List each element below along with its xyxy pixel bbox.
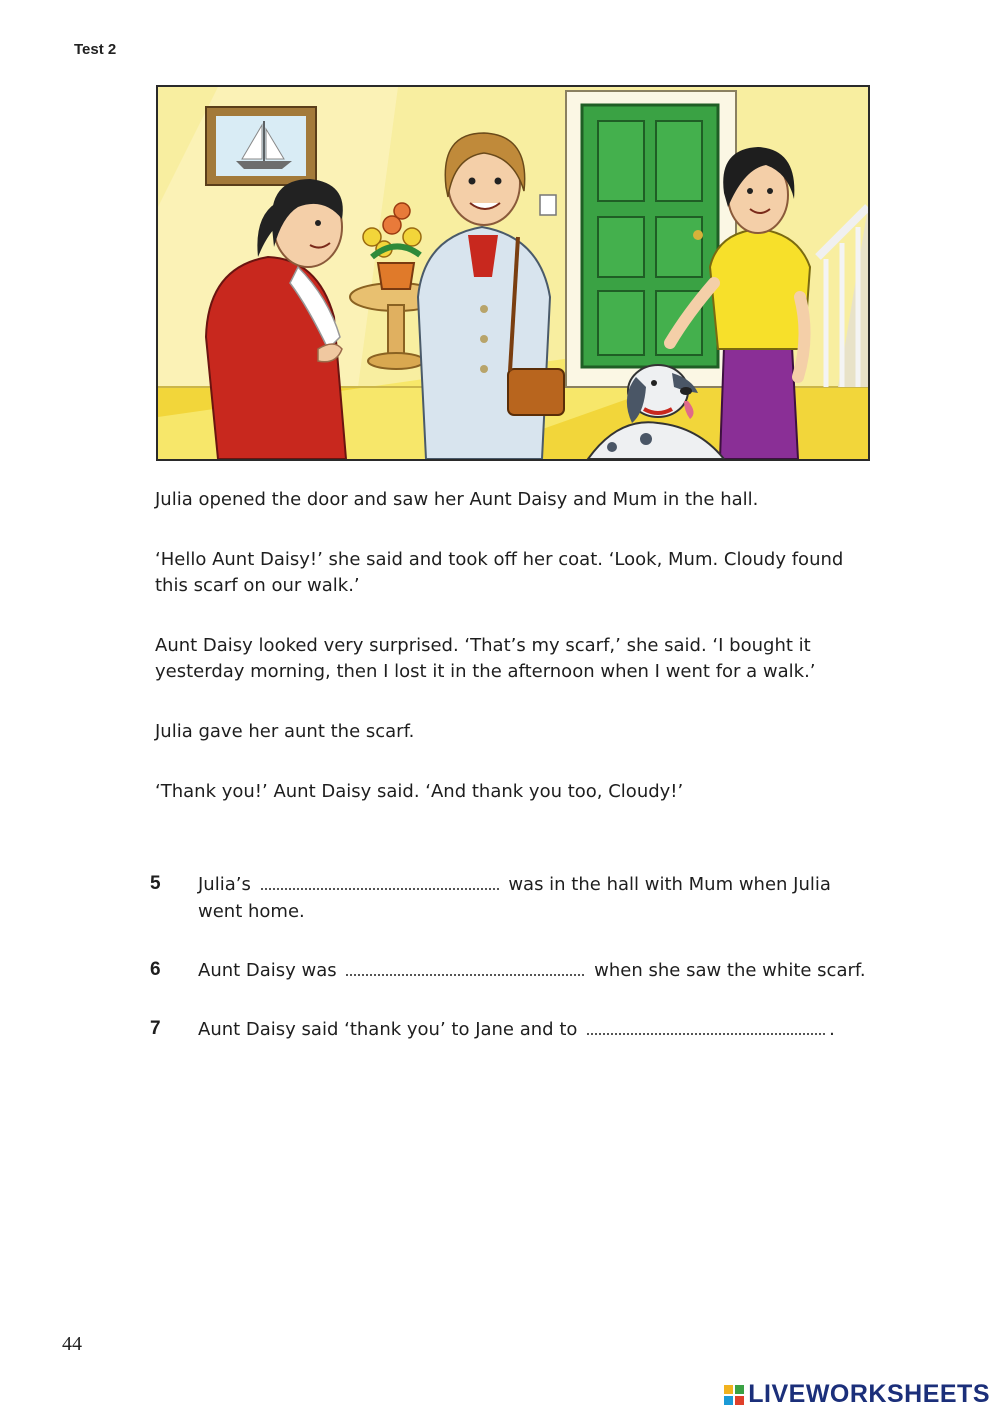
question-number: 7 [150,1018,161,1039]
question-text-after: when she saw the white scarf. [594,960,866,981]
question-number: 6 [150,959,161,980]
question-number: 5 [150,873,161,894]
watermark-text: LIVEWORKSHEETS [748,1380,990,1408]
green-front-door [540,91,736,387]
answer-blank-7[interactable] [587,1015,825,1035]
test-label: Test 2 [74,41,117,58]
question-5 [150,870,870,925]
sailboat-painting [206,107,316,185]
story-paragraph: ‘Thank you!’ Aunt Daisy said. ‘And thank you too, Cloudy!’ [155,781,684,802]
question-text-before: Aunt Daisy was [198,960,337,981]
liveworksheets-watermark [724,1380,990,1409]
story-paragraph: Aunt Daisy looked very surprised. ‘That’s my scarf,’ she said. ‘I bought it yesterday morning, then I lost it in the afternoon when I went for a walk.’ [155,635,816,682]
story-illustration [156,85,870,461]
question-text-before: Aunt Daisy said ‘thank you’ to Jane and to [198,1019,578,1040]
story-paragraph: Julia opened the door and saw her Aunt Daisy and Mum in the hall. [155,489,759,510]
questions-section [150,870,870,1074]
answer-blank-5[interactable] [261,870,499,890]
story-paragraph: Julia gave her aunt the scarf. [155,721,415,742]
question-text-after: . [829,1019,835,1040]
page-number: 44 [62,1333,82,1355]
question-7 [150,1015,870,1043]
question-text-before: Julia’s [198,874,251,895]
liveworksheets-logo-icon [724,1385,744,1405]
question-text-after: was in the hall with Mum when Julia went home. [198,874,831,922]
answer-blank-6[interactable] [346,956,584,976]
question-6 [150,956,870,984]
story-paragraph: ‘Hello Aunt Daisy!’ she said and took off her coat. ‘Look, Mum. Cloudy found this scarf on our walk.’ [155,549,844,596]
story-text [155,487,855,839]
